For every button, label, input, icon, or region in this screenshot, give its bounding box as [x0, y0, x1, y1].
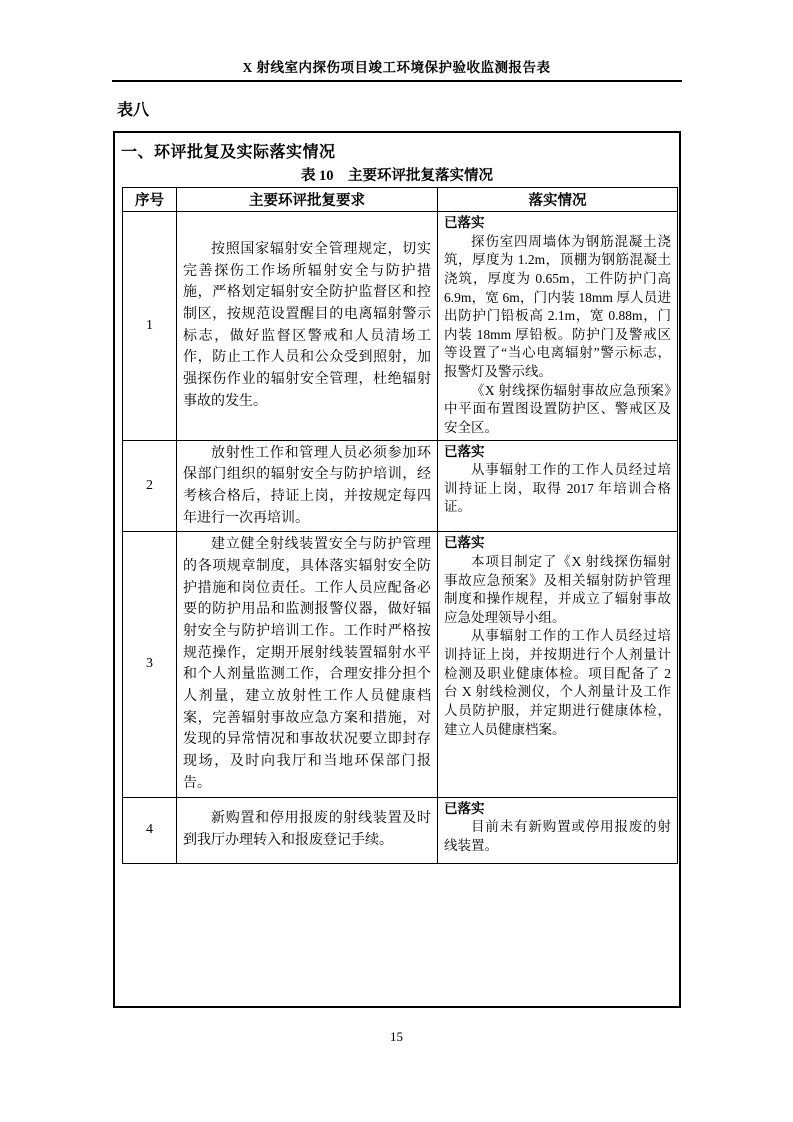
requirement-cell: [177, 532, 438, 797]
implementation-detail: 《X 射线探伤辐射事故应急预案》中平面布置图设置防护区、警戒区及安全区。: [444, 382, 671, 435]
table-header-row: [123, 188, 678, 212]
table-row: [123, 212, 678, 441]
implementation-cell: [438, 532, 678, 797]
section-title: 一、环评批复及实际落实情况: [121, 144, 336, 161]
requirement-cell: [177, 212, 438, 441]
requirement-cell: [177, 797, 438, 863]
implementation-cell: [438, 212, 678, 441]
implementation-detail: 探伤室四周墙体为钢筋混凝土浇筑，厚度为 1.2m，顶棚为钢筋混凝土浇筑，厚度为 0.65m，工件防护门高 6.9m，宽 6m，门内装 18mm 厚人员进出防护门铅板高 2.1m，宽 0.88m，门内装 18mm 厚铅板。防护门及警戒区等设置了“当心电离辐射”警示标志，报警灯及警示线。: [444, 233, 671, 379]
header-divider: [112, 80, 682, 82]
row-no-cell: 4: [123, 797, 177, 863]
table-row: [123, 440, 678, 532]
status-label: 已落实: [444, 215, 485, 230]
table-caption: 表 10 主要环评批复落实情况: [300, 168, 494, 184]
row-no-cell: 3: [123, 532, 177, 797]
table-eight-label: 表八: [117, 102, 150, 119]
col-header-status: 落实情况: [438, 188, 678, 212]
table-row: [123, 532, 678, 797]
implementation-detail: 从事辐射工作的工作人员经过培训持证上岗，取得 2017 年培训合格证。: [444, 462, 671, 515]
row-no-cell: 1: [123, 212, 177, 441]
status-label: 已落实: [444, 800, 485, 816]
requirement-text: 新购置和停用报废的射线装置及时到我厅办理转入和报废登记手续。: [183, 811, 431, 848]
page-number: 15: [390, 1029, 403, 1044]
status-label: 已落实: [444, 443, 485, 459]
implementation-cell: [438, 797, 678, 863]
implementation-detail: 从事辐射工作的工作人员经过培训持证上岗，并按期进行个人剂量计检测及职业健康体检。项目配备了 2 台 X 射线检测仪，个人剂量计及工作人员防护服，并定期进行健康体检，建立人员健康档案。: [444, 628, 671, 737]
row-no-cell: 2: [123, 440, 177, 532]
document-header-title: X 射线室内探伤项目竣工环境保护验收监测报告表: [242, 60, 551, 75]
col-header-requirement: 主要环评批复要求: [177, 188, 438, 212]
status-label: 已落实: [444, 535, 485, 551]
implementation-cell: [438, 440, 678, 532]
requirement-text: 建立健全射线装置安全与防护管理的各项规章制度，具体落实辐射安全防护措施和岗位责任。工作人员应配备必要的防护用品和监测报警仪器，做好辐射安全与防护培训工作。工作时严格按规范操作，定期开展射线装置辐射水平和个人剂量监测工作，合理安排分担个人剂量，建立放射性工作人员健康档案，完善辐射事故应急方案和措施，对发现的异常情况和事故状况要立即封存现场，及时向我厅和当地环保部门报告。: [183, 537, 431, 791]
requirement-text: 按照国家辐射安全管理规定，切实完善探伤工作场所辐射安全与防护措施，严格划定辐射安全防护监督区和控制区，按规范设置醒目的电离辐射警示标志，做好监督区警戒和人员清场工作，防止工作人员和公众受到照射，加强探伤作业的辐射安全管理，杜绝辐射事故的发生。: [183, 242, 431, 409]
requirement-cell: [177, 440, 438, 532]
requirement-text: 放射性工作和管理人员必须参加环保部门组织的辐射安全与防护培训，经考核合格后，持证上岗，并按规定每四年进行一次再培训。: [183, 445, 431, 526]
col-header-no: 序号: [123, 188, 177, 212]
implementation-detail: 目前未有新购置或停用报废的射线装置。: [444, 819, 671, 853]
implementation-detail: 本项目制定了《X 射线探伤辐射事故应急预案》及相关辐射防护管理制度和操作规程，并成立了辐射事故应急处理领导小组。: [444, 553, 671, 625]
eia-approval-table: [122, 187, 678, 864]
table-row: [123, 797, 678, 863]
report-table-frame: [113, 131, 681, 1008]
